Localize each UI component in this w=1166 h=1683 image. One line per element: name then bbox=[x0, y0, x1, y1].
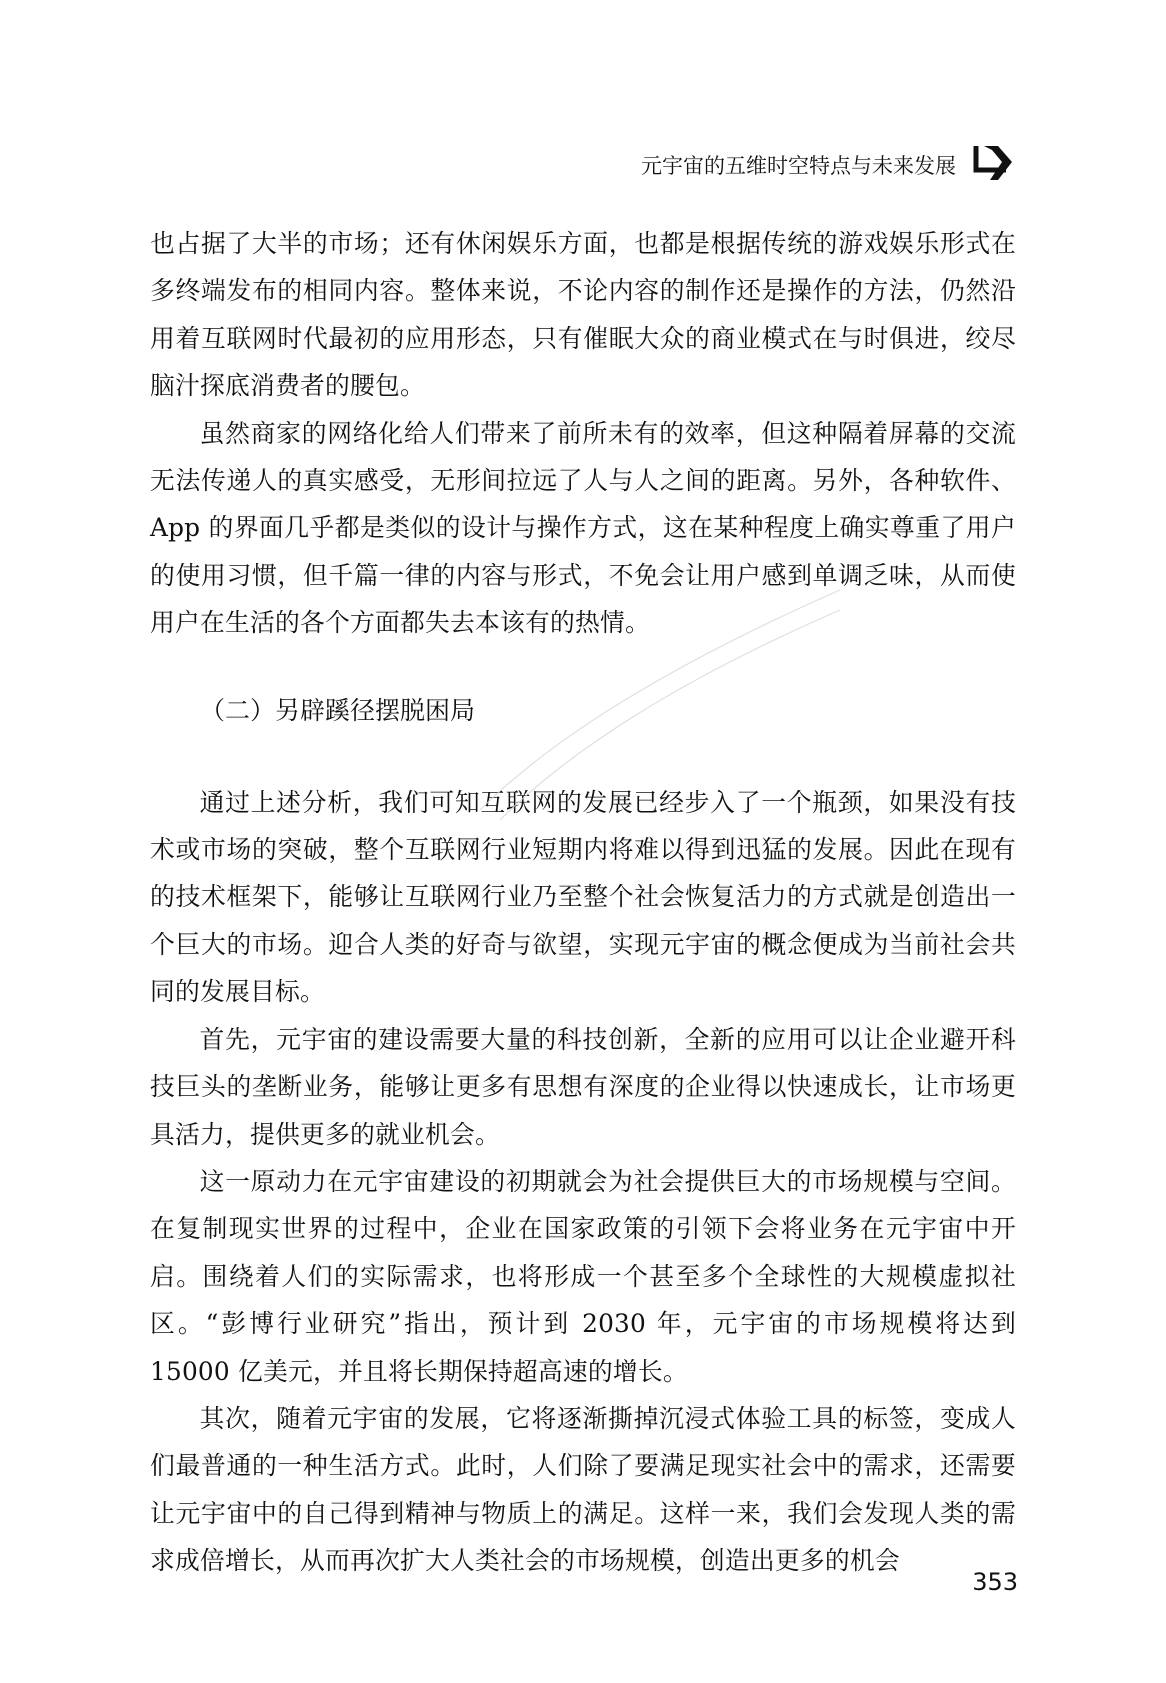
paragraph-4: 首先，元宇宙的建设需要大量的科技创新，全新的应用可以让企业避开科技巨头的垄断业务，能够让更多有思想有深度的企业得以快速成长，让市场更具活力，提供更多的就业机会。 bbox=[150, 1024, 1016, 1149]
paragraph-2: 虽然商家的网络化给人们带来了前所未有的效率，但这种隔着屏幕的交流无法传递人的真实感受，无形间拉远了人与人之间的距离。另外，各种软件、App 的界面几乎都是类似的设计与操作方式，这在某种程度上确实尊重了用户的使用习惯，但千篇一律的内容与形式，不免会让用户感到单调乏味，从而使用户在生活的各个方面都失去本该有的热情。 bbox=[150, 418, 1016, 638]
paragraph-3: 通过上述分析，我们可知互联网的发展已经步入了一个瓶颈，如果没有技术或市场的突破，整个互联网行业短期内将难以得到迅猛的发展。因此在现有的技术框架下，能够让互联网行业乃至整个社会恢复活力的方式就是创造出一个巨大的市场。迎合人类的好奇与欲望，实现元宇宙的概念便成为当前社会共同的发展目标。 bbox=[150, 787, 1016, 1007]
paragraph-6: 其次，随着元宇宙的发展，它将逐渐撕掉沉浸式体验工具的标签，变成人们最普通的一种生活方式。此时，人们除了要满足现实社会中的需求，还需要让元宇宙中的自己得到精神与物质上的满足。这样一来，我们会发现人类的需求成倍增长，从而再次扩大人类社会的市场规模，创造出更多的机会 bbox=[150, 1403, 1016, 1576]
running-header: 元宇宙的五维时空特点与未来发展 bbox=[641, 154, 956, 178]
chapter-chevron-icon bbox=[970, 140, 1024, 184]
paragraph-5: 这一原动力在元宇宙建设的初期就会为社会提供巨大的市场规模与空间。在复制现实世界的过程中，企业在国家政策的引领下会将业务在元宇宙中开启。围绕着人们的实际需求，也将形成一个甚至多个全球性的大规模虚拟社区。“彭博行业研究”指出，预计到 2030 年，元宇宙的市场规模将达到 15000 亿美元，并且将长期保持超高速的增长。 bbox=[150, 1166, 1016, 1386]
paragraph-1: 也占据了大半的市场；还有休闲娱乐方面，也都是根据传统的游戏娱乐形式在多终端发布的相同内容。整体来说，不论内容的制作还是操作的方法，仍然沿用着互联网时代最初的应用形态，只有催眠大众的商业模式在与时俱进，绞尽脑汁探底消费者的腰包。 bbox=[150, 229, 1016, 401]
page-number: 353 bbox=[972, 1568, 1018, 1596]
page-body bbox=[150, 220, 1016, 1585]
section-heading: （二）另辟蹊径摆脱困局 bbox=[200, 695, 476, 725]
